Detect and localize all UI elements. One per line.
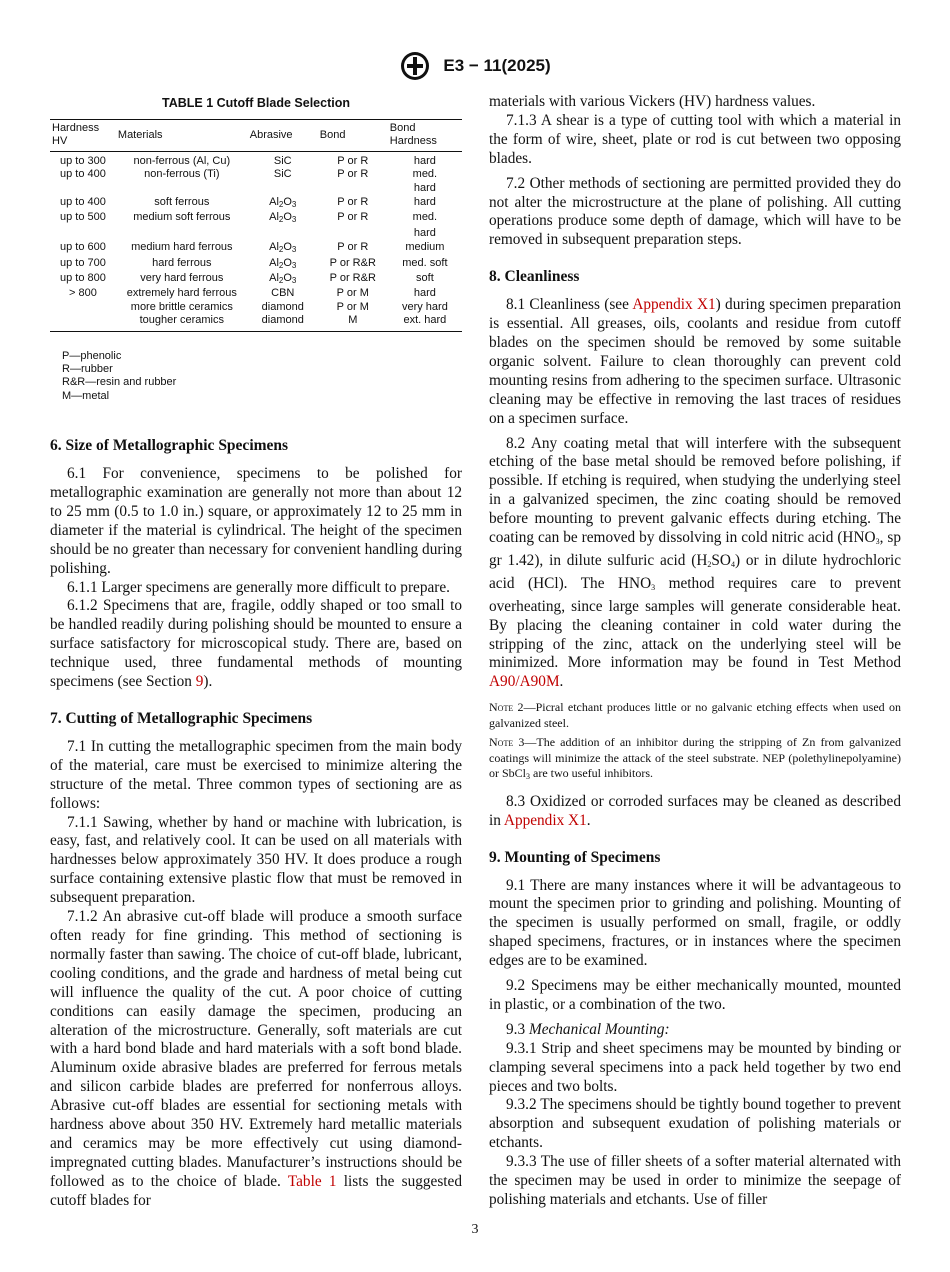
- para-8-1: 8.1 Cleanliness (see Appendix X1) during specimen preparation is essential. All greases, oils, coolants and residue from cutoff blades on the specimen should be removed by some suitable organic solvent. Failure to clean thoroughly can prevent cold mounting resins from adhering to the specimen surface. Ultrasonic cleaning may be effective in removing the last traces of residues on a specimen surface.: [489, 296, 901, 427]
- table-cell: P or R: [337, 154, 369, 167]
- table-cell: SiC: [273, 154, 292, 167]
- table-cell: P or R&R: [329, 256, 376, 269]
- table-cell: SiC: [273, 168, 292, 181]
- section-9-link[interactable]: 9: [195, 673, 204, 691]
- table-cell: $Al_2O_3$: [269, 211, 297, 225]
- note-2: Note 2—Picral etchant produces little or no galvanic etching effects when used on galvanized steel.: [489, 700, 901, 730]
- table-cell: P or M: [336, 300, 369, 313]
- appendix-x1-link-2[interactable]: Appendix X1: [503, 811, 587, 829]
- table-cell: [248, 182, 318, 195]
- table-cell: CBN: [271, 287, 295, 300]
- table-row: [50, 287, 462, 300]
- col-header-hardness: Hardness HV: [50, 119, 116, 151]
- table-cell: P or M: [336, 287, 369, 300]
- table-cell: med. soft: [402, 256, 448, 269]
- table-1-link[interactable]: Table 1: [287, 1172, 337, 1190]
- a90-link[interactable]: A90/A90M: [489, 673, 560, 691]
- table-cell: [50, 314, 116, 331]
- table-cell: $Al_2O_3$: [269, 256, 297, 270]
- section-9-heading: 9. Mounting of Specimens: [489, 848, 661, 866]
- table-row: [50, 240, 462, 256]
- table-cell: [50, 301, 116, 314]
- table-cell: [248, 227, 318, 240]
- table-cell: non-ferrous (Al, Cu): [133, 154, 231, 167]
- para-9-2: 9.2 Specimens may be either mechanically mounted, mounted in plastic, or a combination of the two.: [489, 977, 901, 1013]
- appendix-x1-link[interactable]: Appendix X1: [632, 296, 716, 314]
- table-cell: up to 800: [60, 271, 106, 284]
- note-3: Note 3—The addition of an inhibitor during the stripping of Zn from galvanized coatings will minimize the attack of the steel substrate. NEP (polethylinepolyamine) or SbCl$_3$ are two useful inhibitors.: [489, 735, 902, 782]
- table-cell: [50, 182, 116, 195]
- para-6-1: 6.1 For convenience, specimens to be polished for metallographic examination are generally not more than about 12 to 25 mm (0.5 to 1.0 in.) square, or approximately 12 to 25 mm in diameter if the material is cylindrical. The height of the specimen should be no greater than necessary for convenient handling during polishing.: [50, 465, 462, 577]
- table-cell: [318, 227, 388, 240]
- table-cell: P or R: [337, 195, 369, 208]
- left-column: [50, 92, 462, 1211]
- table-cell: very hard ferrous: [140, 271, 224, 284]
- table-cell: P or R&R: [329, 271, 376, 284]
- table-cell: P or R: [337, 168, 369, 181]
- section-7-heading: 7. Cutting of Metallographic Specimens: [50, 710, 313, 727]
- section-6-heading: 6. Size of Metallographic Specimens: [50, 437, 289, 455]
- document-id: E3 − 11(2025): [443, 56, 551, 75]
- col-header-bond-hardness: Bond Hardness: [388, 119, 462, 151]
- para-9-3-1: 9.3.1 Strip and sheet specimens may be mounted by binding or clamping several specimens into a pack held together by two end pieces and two bolts.: [489, 1039, 901, 1095]
- table-header-row: [50, 119, 462, 151]
- table-cell: hard: [413, 181, 436, 194]
- para-7-2: 7.2 Other methods of sectioning are permitted provided they do not alter the microstructure at the plane of polishing. All cutting operations produce some depth of damage, which will have to be removed in subsequent preparation steps.: [489, 174, 901, 249]
- table-cell: > 800: [69, 287, 97, 300]
- page-number: 3: [471, 1222, 479, 1237]
- table-cell: up to 500: [60, 211, 106, 224]
- cutoff-blade-table: [50, 119, 462, 332]
- table-cell: [116, 182, 248, 195]
- table-cell: medium soft ferrous: [133, 211, 231, 224]
- table-row: [50, 257, 462, 272]
- table-cell: up to 700: [60, 256, 106, 269]
- para-6-1-2: 6.1.2 Specimens that are, fragile, oddly shaped or too small to be handled readily during polishing should be mounted to ensure a surface satisfactory for microscopical study. There are, based on technique used, three fundamental methods of mounting specimens (see Section 9).: [50, 597, 462, 691]
- para-8-2: 8.2 Any coating metal that will interfere with the subsequent etching of the base metal should be removed before polishing, if possible. If etching is required, when studying the underlying steel in a galvanized specimen, the zinc coating should be removed before mounting to prevent galvanic effects during etching. The coating can be removed by dissolving in cold nitric acid ($HNO_3$, sp gr 1.42), in dilute sulfuric acid $(H_2SO_4)$ or in dilute hydrochloric acid (HCl). The $HNO_3$ method requires care to prevent overheating, since large samples will generate considerable heat. By placing the cleaning container in cold water during the stripping of the zinc, attack on the underlying steel will be minimized. More information may be found in Test Method A90/A90M.: [489, 434, 901, 691]
- para-9-3-3: 9.3.3 The use of filler sheets of a softer material alternated with the specimen may be used in order to minimize the seepage of polishing materials and etchants. Use of filler: [489, 1153, 901, 1208]
- table-cell: up to 400: [60, 195, 106, 208]
- table-row: [50, 227, 462, 240]
- table-cell: hard: [413, 226, 436, 239]
- table-cell: ext. hard: [388, 314, 462, 331]
- table-cell: hard: [413, 195, 436, 208]
- table-cell: [50, 227, 116, 240]
- table-cell: [318, 182, 388, 195]
- abbreviation-list: [62, 350, 462, 404]
- col-header-bond: Bond: [318, 119, 388, 151]
- page-header: [0, 50, 950, 90]
- section-8-heading: 8. Cleanliness: [489, 268, 580, 286]
- table-row: [50, 211, 462, 226]
- table-cell: hard: [413, 154, 436, 167]
- table-cell: very hard: [401, 300, 448, 313]
- table-cell: med.: [412, 168, 438, 181]
- col-header-abrasive: Abrasive: [248, 119, 318, 151]
- table-row: [50, 314, 462, 331]
- table-cell: hard ferrous: [152, 256, 212, 269]
- table-cell: up to 300: [60, 154, 106, 167]
- table-cell: $Al_2O_3$: [269, 241, 297, 255]
- table-cell: up to 400: [60, 168, 106, 181]
- right-column: [489, 93, 901, 1210]
- table-cell: soft ferrous: [154, 195, 210, 208]
- table-cell: P or R: [337, 241, 369, 254]
- table-row: [50, 195, 462, 211]
- para-8-3: 8.3 Oxidized or corroded surfaces may be cleaned as described in Appendix X1.: [489, 792, 901, 829]
- para-7-1: 7.1 In cutting the metallographic specimen from the main body of the material, care must be exercised to minimize altering the structure of the metal. Three common types of sectioning are as follows:: [50, 737, 462, 812]
- para-7-1-3: 7.1.3 A shear is a type of cutting tool with which a material in the form of wire, sheet, plate or rod is cut between two opposing blades.: [489, 111, 901, 167]
- abbr-item: R—rubber: [62, 363, 113, 375]
- table-row: [50, 168, 462, 181]
- table-cell: hard: [413, 287, 436, 300]
- table-cell: soft: [416, 271, 434, 284]
- para-7-1-2-continued: materials with various Vickers (HV) hardness values.: [489, 93, 816, 110]
- table-cell: more brittle ceramics: [130, 300, 233, 313]
- table-cell: P or R: [337, 211, 369, 224]
- table-cell: [116, 227, 248, 240]
- col-header-materials: Materials: [116, 119, 248, 151]
- table-row: [50, 272, 462, 287]
- abbr-item: M—metal: [62, 389, 110, 402]
- abbr-item: P—phenolic: [62, 349, 122, 362]
- table-cell: medium: [405, 241, 445, 254]
- table-cell: medium hard ferrous: [131, 241, 233, 254]
- table-caption: TABLE 1 Cutoff Blade Selection: [162, 96, 350, 110]
- para-9-3-2: 9.3.2 The specimens should be tightly bound together to prevent absorption and subsequent exudation of polishing materials or etchants.: [489, 1096, 901, 1152]
- para-7-1-2: 7.1.2 An abrasive cut-off blade will produce a smooth surface often ready for fine grinding. This method of sectioning is normally faster than sawing. The choice of cut-off blade, lubricant, cooling conditions, and the grade and hardness of metal being cut will influence the quality of the cut. A poor choice of cutting conditions can easily damage the specimen, producing an alteration of the microstructure. Generally, soft materials are cut with a hard bond blade and hard materials with a soft bond blade. Aluminum oxide abrasive blades are preferred for ferrous metals and silicon carbide blades are preferred for nonferrous alloys. Abrasive cut-off blades are essential for sectioning metals with hardness above about 350 HV. Extremely hard metallic materials and ceramics may be more effectively cut using diamond-impregnated cutting blades. Manufacturer’s instructions should be followed as to the choice of blade. Table 1 lists the suggested cutoff blades for: [50, 908, 462, 1209]
- table-cell: non-ferrous (Ti): [144, 168, 220, 181]
- table-row: [50, 301, 462, 314]
- table-cell: M: [318, 314, 388, 331]
- table-row: [50, 151, 462, 168]
- abbr-item: R&R—resin and rubber: [62, 376, 177, 389]
- table-row: [50, 182, 462, 195]
- table-cell: $Al_2O_3$: [269, 271, 297, 285]
- table-cell: extremely hard ferrous: [126, 287, 237, 300]
- astm-logo-icon: [399, 50, 431, 82]
- para-9-1: 9.1 There are many instances where it will be advantageous to mount the specimen prior to grinding and polishing. Mounting of the specimen is usually performed on small, fragile, or oddly shaped specimens, fractures, or in instances where the specimen edges are to be examined.: [489, 876, 901, 970]
- para-9-3: 9.3 Mechanical Mounting:: [506, 1020, 670, 1038]
- table-cell: $Al_2O_3$: [269, 195, 297, 209]
- para-7-1-1: 7.1.1 Sawing, whether by hand or machine with lubrication, is easy, fast, and relatively cool. It can be used on all materials with hardnesses below approximately 350 HV. It does produce a rough surface containing extensive plastic flow that must be removed in subsequent preparation.: [50, 813, 462, 907]
- table-cell: up to 600: [60, 241, 106, 254]
- para-6-1-1: 6.1.1 Larger specimens are generally more difficult to prepare.: [67, 578, 450, 596]
- table-body: [50, 151, 462, 331]
- table-cell: tougher ceramics: [116, 314, 248, 331]
- table-cell: med.: [412, 211, 438, 224]
- table-cell: diamond: [248, 314, 318, 331]
- table-cell: diamond: [261, 300, 304, 313]
